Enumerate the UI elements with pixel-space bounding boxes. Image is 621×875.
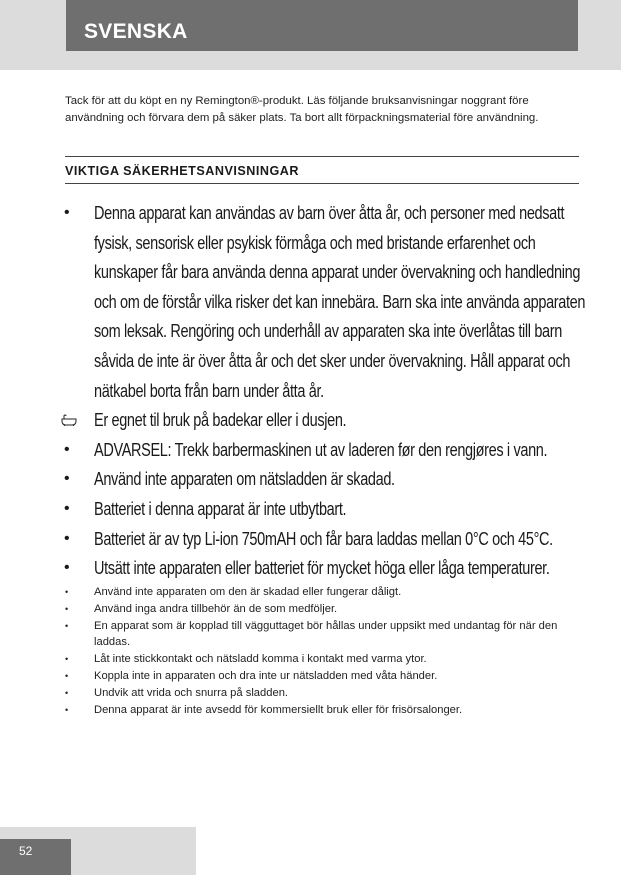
list-item-text: Denna apparat kan användas av barn över åtta år, och personer med nedsatt fysisk, sensorisk eller psykisk förmåga och med bristande erfarenhet och kunskaper får bara använda denna apparat under övervakning och handledning och om de förstår vilka risker det kan innebära. Barn ska inte använda apparaten som leksak. Rengöring och underhåll av apparaten ska inte överlåtas till barn såvida de inte är över åtta år och det sker under övervakning. Håll apparat och nätkabel borta från barn under åtta år. [94, 202, 586, 401]
bathtub-icon [61, 414, 77, 426]
list-item [60, 464, 590, 494]
list-item [60, 702, 585, 719]
list-item [60, 601, 585, 618]
list-item [60, 524, 590, 554]
safety-list-small [60, 584, 585, 718]
list-item [60, 494, 590, 524]
bullet: • [64, 499, 70, 517]
list-item-text: Utsätt inte apparaten eller batteriet för mycket höga eller låga temperaturer. [94, 557, 550, 579]
bullet: • [64, 204, 70, 221]
bullet: • [64, 529, 70, 547]
bullet: • [64, 559, 70, 577]
heading-rule-bottom [65, 183, 579, 184]
list-item [60, 553, 590, 583]
list-item-text: Batteriet i denna apparat är inte utbytbart. [94, 497, 347, 519]
bullet: • [65, 687, 69, 698]
list-item [60, 405, 590, 435]
list-item-text: Batteriet är av typ Li-ion 750mAH och får bara laddas mellan 0°C och 45°C. [94, 527, 553, 549]
bullet: • [64, 440, 70, 458]
bullet: • [65, 654, 69, 665]
page-number-box [0, 839, 71, 875]
list-item [60, 198, 590, 405]
list-item [60, 668, 585, 685]
page-number: 52 [19, 844, 33, 858]
intro-paragraph: Tack för att du köpt en ny Remington®-produkt. Läs följande bruksanvisningar noggrant före användning och förvara dem på säker plats. Ta bort allt förpackningsmaterial före användning. [65, 95, 539, 124]
safety-list-large [60, 198, 590, 583]
list-item-text: Denna apparat är inte avsedd för kommersiellt bruk eller för frisörsalonger. [94, 703, 463, 716]
list-item [60, 651, 585, 668]
heading-rule-top [65, 156, 579, 157]
list-item-text: Använd inte apparaten om den är skadad eller fungerar dåligt. [94, 586, 402, 598]
list-item-text: En apparat som är kopplad till vägguttaget bör hållas under uppsikt med undantag för när den laddas. [94, 619, 558, 649]
list-item [60, 618, 585, 652]
bullet: • [65, 603, 69, 614]
list-item-text: Er egnet til bruk på badekar eller i dusjen. [94, 409, 347, 431]
list-item [60, 685, 585, 702]
list-item [60, 584, 585, 601]
list-item-text: Använd inte apparaten om nätsladden är skadad. [94, 468, 395, 490]
list-item-text: Koppla inte in apparaten och dra inte ur nätsladden med våta händer. [94, 669, 438, 682]
bullet: • [65, 620, 69, 631]
list-item-text: ADVARSEL: Trekk barbermaskinen ut av laderen før den rengjøres i vann. [94, 438, 548, 460]
bullet: • [65, 670, 69, 681]
bullet: • [65, 704, 69, 715]
bullet: • [65, 587, 69, 597]
list-item-text: Använd inga andra tillbehör än de som medföljer. [94, 602, 338, 615]
list-item-text: Låt inte stickkontakt och nätsladd komma i kontakt med varma ytor. [94, 653, 427, 666]
list-item-text: Undvik att vrida och snurra på sladden. [94, 686, 289, 699]
list-item [60, 435, 590, 465]
bullet: • [64, 470, 70, 488]
section-heading: VIKTIGA SÄKERHETSANVISNINGAR [65, 164, 299, 178]
language-title: SVENSKA [84, 20, 188, 43]
